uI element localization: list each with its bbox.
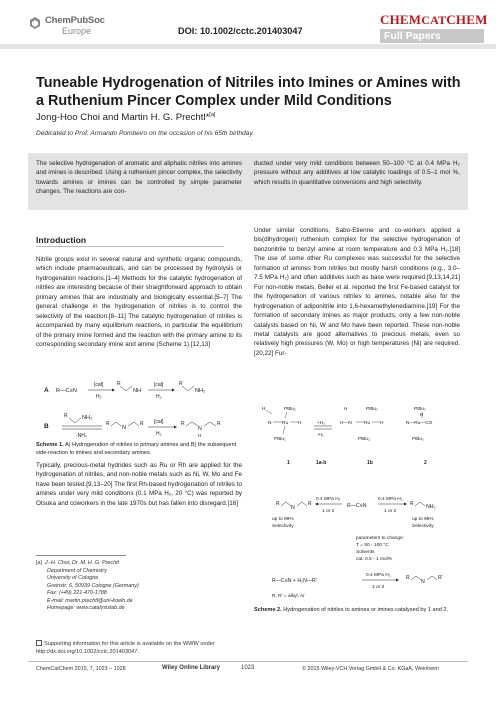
doi-link[interactable]: DOI: 10.1002/cctc.201403047 — [178, 26, 303, 36]
scheme1-cat-1: [cat] — [94, 382, 104, 388]
section-heading-introduction: Introduction — [36, 235, 87, 245]
scheme2-bottom-note: R, R' = alkyl, Ar — [272, 594, 305, 599]
scheme1-r-3: R — [64, 413, 68, 419]
scheme2-param-temperature: T = 50 - 100 °C — [356, 543, 389, 548]
footer-page-number: 1023 — [241, 665, 255, 671]
scheme2-imine-selectivity: Selectivity — [272, 524, 294, 529]
scheme2-bottom-cond-cat: 1 or 2 — [372, 585, 385, 590]
supporting-info-icon — [36, 640, 42, 646]
svg-text:R': R' — [438, 575, 443, 581]
svg-text:Ru: Ru — [364, 421, 371, 426]
footer-citation: ChemCatChem 2015, 7, 1023 – 1028 — [36, 666, 126, 672]
svg-text:PtBu₂: PtBu₂ — [414, 406, 426, 411]
complex-1b-structure — [340, 406, 384, 441]
svg-text:PtBu₂: PtBu₂ — [412, 436, 424, 441]
scheme2-cond-h2-right: 0.4 MPa H₂ — [378, 497, 403, 502]
svg-text:PtBu₂: PtBu₂ — [284, 406, 296, 411]
supporting-info-link[interactable]: Supporting information for this article is available on the WWW under http://dx.doi.org/10.1002/cctc.201403047. — [36, 641, 215, 655]
abstract-left: The selective hydrogenation of aromatic and aliphatic nitriles into amines and imines is described. Using a ruthenium pincer complex, the selectivity towards amines or imines can be controlled by simple parameter changes. The reactions are con- — [36, 160, 242, 196]
scheme2-param-catalyst: cat. 0.5 - 1 mol% — [356, 557, 392, 562]
scheme2-caption: Scheme 2. Hydrogenation of nitriles to amines or imines catalysed by 1 and 2. — [254, 607, 449, 613]
dedication: Dedicated to Prof. Armando Pombeiro on the occasion of his 65th birthday. — [36, 130, 255, 137]
svg-text:N: N — [198, 426, 202, 432]
scheme1-caption: Scheme 1. A) Hydrogenation of nitriles to primary amines and B) the subsequent side-reaction to imines and secondary amines. — [36, 442, 237, 457]
svg-text:N: N — [291, 505, 295, 511]
scheme1-r-2: R — [179, 381, 183, 387]
svg-text:[cat]: [cat] — [154, 419, 164, 425]
section-divider — [36, 246, 224, 247]
scheme1-imine-nh: NH — [133, 388, 142, 394]
svg-text:H₂: H₂ — [156, 431, 162, 437]
intro-paragraph-1: Nitrile groups exist in several natural and synthetic organic compounds, which include pharmaceuticals, and can be processed by hydrolysis or hydrogenation reactions.[1–4] Methods for the catalytic hydrogenation of nitriles are interesting because of their straightforward approach to obtain primary amines that are industrially and biologically essential.[5–7] The general challenge in the hydrogenation of nitriles is to control the selectivity of the reaction.[8–11] The catalytic hydrogenation of nitriles is accompanied by many equilibrium reactions, in particular the equilibrium of the primary imine formed and the reaction with the primary amine to its corresponding secondary imine and amine (Scheme 1).[12,13] — [36, 256, 242, 349]
scheme1-nh2-b: NH₂ — [82, 415, 93, 421]
section-label: Full Papers — [380, 29, 484, 43]
supporting-info-note — [36, 640, 242, 657]
svg-text:PtBu₂: PtBu₂ — [366, 406, 378, 411]
scheme-1 — [36, 372, 242, 444]
scheme2-params-title: parameters to change: — [356, 536, 404, 541]
scheme2-plus-h2: +H₂ — [317, 420, 325, 425]
scheme1-label-a: A — [44, 387, 49, 394]
svg-text:H: H — [198, 433, 202, 438]
affiliation-email[interactable]: E-mail: martin.prechtl@uni-koeln.de — [47, 597, 133, 604]
complex-2-structure — [406, 406, 433, 441]
scheme2-cond-cat-right: 1 or 2 — [384, 509, 397, 514]
svg-text:NH₂: NH₂ — [426, 504, 436, 510]
svg-text:N—Ru—CO: N—Ru—CO — [406, 421, 433, 426]
scheme2-label-1: 1 — [287, 460, 290, 466]
scheme1-h2-1: H₂ — [96, 394, 102, 400]
footnote-divider — [36, 555, 126, 556]
article-authors: Jong-Hoo Choi and Martin H. G. Prechtl*[a] — [36, 112, 216, 124]
svg-text:PtBu₂: PtBu₂ — [274, 436, 286, 441]
publisher-logo — [28, 14, 120, 40]
journal-badge — [380, 12, 488, 43]
scheme-2 — [254, 396, 468, 608]
svg-text:PtBu₂: PtBu₂ — [358, 436, 370, 441]
scheme2-cond-cat-left: 1 or 2 — [322, 509, 335, 514]
abstract-right: ducted under very mild conditions between 50–100 °C at 0.4 MPa H₂ pressure without any additives at low catalytic loadings of 0.5–1 mol %, which results in quantitative conversions and high selectivity. — [254, 160, 460, 186]
footer-copyright: © 2015 Wiley-VCH Verlag GmbH & Co. KGaA, Weinheim — [302, 666, 439, 672]
intro-paragraph-2: Typically, precious-metal hydrides such as Ru or Rh are applied for the hydrogenation of nitriles, and non-noble metals such as Ni, W, Mo and Fe have been tested.[9,13–20] The first Rh-based hydrogenation of nitriles to amines under very mild conditions (0.1 MPa H₂, 20 °C) was reported by Otsuka and coworkers in the late 1970s but has fallen into disregard.[16] — [36, 462, 242, 507]
scheme2-nitrile: R—C≡N — [347, 503, 367, 509]
svg-text:R: R — [217, 421, 221, 427]
complex-1-structure — [262, 406, 302, 441]
scheme2-imine-yield: up to 99% — [272, 517, 294, 522]
scheme2-amine-yield: up to 95% — [412, 517, 434, 522]
scheme2-cond-h2-left: 0.4 MPa H₂ — [316, 497, 341, 502]
scheme1-minus-nh3: -NH₃ — [76, 433, 87, 439]
svg-text:H: H — [298, 421, 302, 426]
scheme2-minus-h2: -H₂ — [317, 432, 324, 437]
svg-text:R: R — [276, 501, 280, 507]
scheme2-bottom-cond-h2: 0.4 MPa H₂ — [366, 573, 391, 578]
svg-text:H: H — [344, 406, 348, 411]
scheme1-cat-2: [cat] — [154, 382, 164, 388]
footer-divider — [28, 661, 468, 662]
svg-text:Ru: Ru — [282, 421, 289, 426]
scheme2-label-2: 2 — [424, 460, 427, 466]
affiliation-homepage[interactable]: Homepage: www.catalysislab.de — [47, 605, 125, 611]
abstract-box — [28, 153, 468, 210]
svg-text:R: R — [140, 421, 144, 427]
svg-text:R: R — [410, 501, 414, 507]
scheme2-amine-selectivity: Selectivity — [412, 524, 434, 529]
scheme2-label-1ab: 1a-b — [316, 460, 327, 466]
logo-sub: Europe — [62, 26, 92, 36]
scheme1-nitrile: R—C≡N — [56, 388, 77, 394]
svg-text:H: H — [420, 412, 424, 417]
svg-text:R: R — [181, 421, 185, 427]
svg-text:R: R — [308, 501, 312, 507]
svg-text:H: H — [380, 421, 384, 426]
scheme1-label-b: B — [44, 423, 49, 430]
svg-text:N: N — [122, 425, 127, 431]
svg-text:H: H — [262, 406, 266, 411]
affiliation-footnote: [a] J.-H. Choi, Dr. M. H. G. Prechtl Department of Chemistry University of Cologne Greinstr. 6, 50939 Cologne (Germany) Fax: (+49) 221-470-1788 E-mail: martin.prechtl@uni-koeln.de Homepage: www.catalysislab.de — [36, 560, 242, 613]
chempubsoc-logo-icon — [28, 16, 42, 30]
scheme2-param-solvents: Solvents — [356, 550, 375, 555]
scheme1-amine: NH₂ — [195, 388, 206, 394]
article-title: Tuneable Hydrogenation of Nitriles into Imines or Amines with a Ruthenium Pincer Complex under Mild Conditions — [36, 75, 461, 109]
header-divider — [0, 44, 496, 49]
scheme1-r-4: R — [106, 421, 110, 427]
footer-wiley-link[interactable]: Wiley Online Library — [162, 665, 220, 671]
logo-brand: ChemPubSoc — [45, 15, 105, 26]
journal-name: CHEMCATCHEM — [380, 12, 488, 27]
scheme1-h2-2: H₂ — [156, 394, 162, 400]
scheme2-label-1b: 1b — [367, 460, 373, 466]
svg-text:N: N — [421, 579, 425, 585]
svg-text:H—N: H—N — [340, 421, 352, 426]
intro-paragraph-3: Under similar conditions, Sabo-Etienne and co-workers applied a bis(dihydrogen) ruthenium complex for the selective hydrogenation of benzonitrile to benzyl amine at room temperature and 0.3 MPa H₂.[18] The use of some other Ru complexes was successful for the selective formation of amines from nitriles but mostly harsh conditions (e.g., 3.0–7.5 MPa H₂) and often additives such as base were required.[9,13,14,21] For non-noble metals, Beller et al. reported the first Fe-based catalyst for the hydrogenation of various nitriles to amines, notable also for the hydrogenation of adiponitrile into 1,6-hexamethylenediamine.[19] For the formation of secondary imines as major products, only a few non-noble catalysts based on Ni, W and Mo have been reported. These non-noble metal catalysts are good alternatives to precious metals, even so relatively high pressures (W, Mo) or high temperatures (Ni) are required.[20,22] Fur- — [254, 227, 460, 357]
svg-text:R: R — [406, 575, 410, 581]
scheme2-bottom-reactants: R—C≡N + H₂N—R' — [272, 578, 317, 584]
scheme1-r-1: R — [117, 381, 121, 387]
svg-text:N: N — [268, 421, 272, 426]
